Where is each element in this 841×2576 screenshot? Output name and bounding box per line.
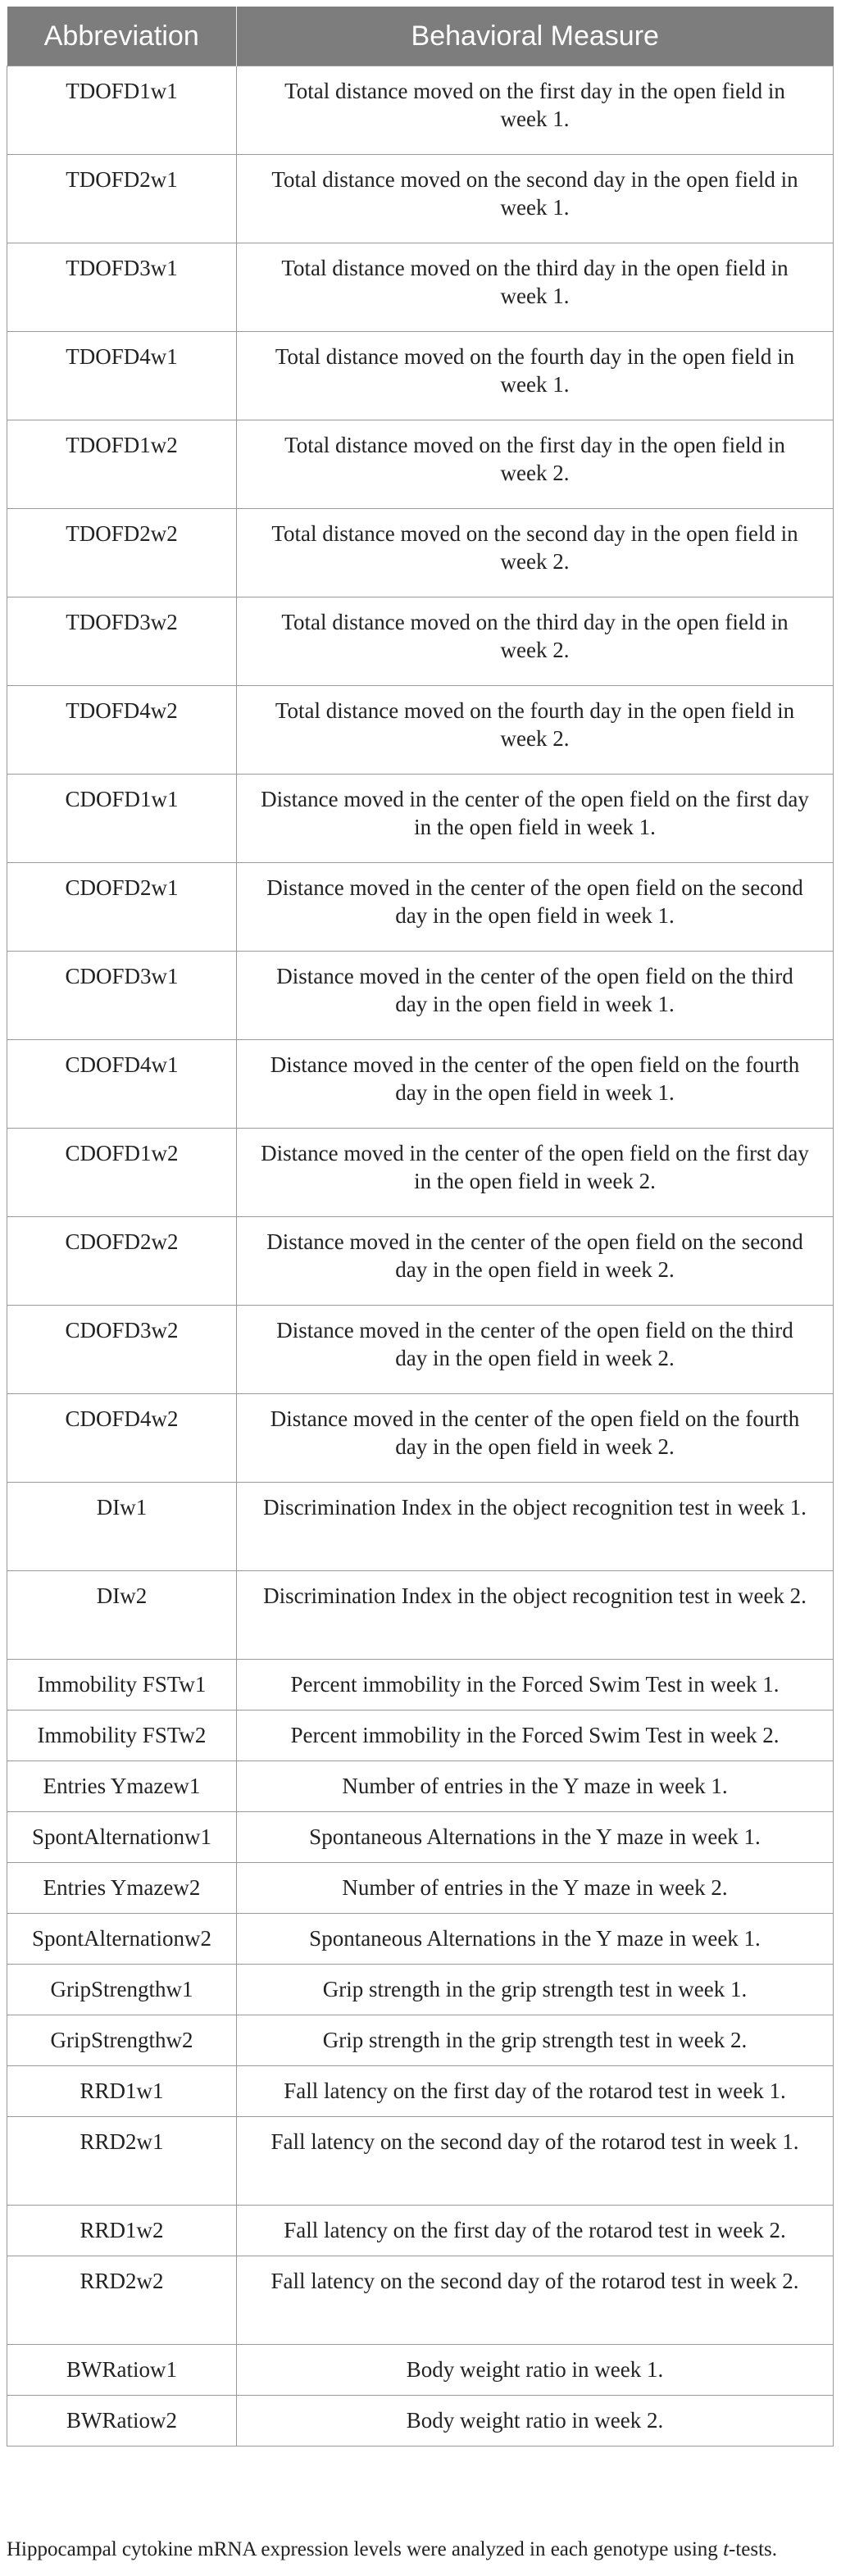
table-row: [7, 332, 834, 420]
abbreviation-cell: CDOFD2w2: [7, 1217, 237, 1306]
measure-cell: Total distance moved on the fourth day in the open field in week 1.: [237, 332, 834, 420]
table-row: [7, 952, 834, 1040]
measure-cell: Distance moved in the center of the open field on the fourth day in the open field in week 1.: [237, 1040, 834, 1129]
abbreviation-cell: TDOFD1w1: [7, 66, 237, 155]
table-row: [7, 2066, 834, 2117]
measure-cell: Percent immobility in the Forced Swim Test in week 2.: [237, 1711, 834, 1761]
header-row: [7, 7, 834, 66]
table-row: [7, 863, 834, 952]
abbreviation-cell: SpontAlternationw2: [7, 1914, 237, 1965]
measure-cell: Grip strength in the grip strength test in week 1.: [237, 1965, 834, 2015]
abbreviation-cell: DIw2: [7, 1571, 237, 1660]
measure-cell: Total distance moved on the third day in the open field in week 1.: [237, 243, 834, 332]
table-row: [7, 1711, 834, 1761]
table-row: [7, 2345, 834, 2396]
abbreviation-cell: DIw1: [7, 1483, 237, 1571]
measure-cell: Distance moved in the center of the open field on the third day in the open field in week 1.: [237, 952, 834, 1040]
table-row: [7, 1965, 834, 2015]
abbreviation-cell: TDOFD3w2: [7, 597, 237, 686]
measure-cell: Spontaneous Alternations in the Y maze in week 1.: [237, 1914, 834, 1965]
abbreviation-cell: TDOFD3w1: [7, 243, 237, 332]
abbreviation-cell: TDOFD4w2: [7, 686, 237, 775]
table-row: [7, 509, 834, 597]
measure-cell: Distance moved in the center of the open field on the first day in the open field in week 1.: [237, 775, 834, 863]
abbreviation-cell: BWRatiow1: [7, 2345, 237, 2396]
abbreviation-cell: CDOFD1w2: [7, 1129, 237, 1217]
table-row: [7, 155, 834, 243]
abbreviation-cell: RRD1w1: [7, 2066, 237, 2117]
table-row: [7, 1040, 834, 1129]
table-row: [7, 1660, 834, 1711]
header-behavioral-measure: Behavioral Measure: [237, 7, 834, 66]
table-header: [7, 7, 834, 66]
abbreviation-cell: TDOFD2w1: [7, 155, 237, 243]
measure-cell: Fall latency on the first day of the rotarod test in week 2.: [237, 2206, 834, 2256]
measure-cell: Fall latency on the second day of the rotarod test in week 2.: [237, 2256, 834, 2345]
footnote-text: Hippocampal cytokine mRNA expression levels were analyzed in each genotype using: [7, 2538, 724, 2560]
abbreviation-table: [7, 7, 834, 2447]
table-row: [7, 1761, 834, 1812]
header-abbreviation: Abbreviation: [7, 7, 237, 66]
table-row: [7, 1394, 834, 1483]
measure-cell: Total distance moved on the second day in the open field in week 1.: [237, 155, 834, 243]
footnote-text-end: -tests.: [729, 2538, 778, 2560]
table-row: [7, 1914, 834, 1965]
abbreviation-cell: Immobility FSTw1: [7, 1660, 237, 1711]
measure-cell: Distance moved in the center of the open field on the second day in the open field in week 2.: [237, 1217, 834, 1306]
footnote-italic: t: [723, 2538, 730, 2560]
table-row: [7, 1812, 834, 1863]
table-row: [7, 597, 834, 686]
table-row: [7, 1571, 834, 1660]
abbreviation-cell: CDOFD3w1: [7, 952, 237, 1040]
measure-cell: Discrimination Index in the object recognition test in week 1.: [237, 1483, 834, 1571]
table-body: [7, 66, 834, 2447]
table-row: [7, 66, 834, 155]
measure-cell: Total distance moved on the second day in the open field in week 2.: [237, 509, 834, 597]
abbreviation-cell: TDOFD2w2: [7, 509, 237, 597]
abbreviation-cell: CDOFD2w1: [7, 863, 237, 952]
table-row: [7, 775, 834, 863]
abbreviation-cell: CDOFD4w1: [7, 1040, 237, 1129]
measure-cell: Distance moved in the center of the open field on the first day in the open field in week 2.: [237, 1129, 834, 1217]
abbreviation-cell: Entries Ymazew2: [7, 1863, 237, 1914]
measure-cell: Total distance moved on the fourth day in the open field in week 2.: [237, 686, 834, 775]
abbreviation-cell: Immobility FSTw2: [7, 1711, 237, 1761]
measure-cell: Body weight ratio in week 2.: [237, 2396, 834, 2447]
measure-cell: Number of entries in the Y maze in week 2.: [237, 1863, 834, 1914]
table-row: [7, 1217, 834, 1306]
measure-cell: Distance moved in the center of the open field on the fourth day in the open field in week 2.: [237, 1394, 834, 1483]
measure-cell: Distance moved in the center of the open field on the third day in the open field in week 2.: [237, 1306, 834, 1394]
table-row: [7, 1863, 834, 1914]
table-row: [7, 2117, 834, 2206]
measure-cell: Body weight ratio in week 1.: [237, 2345, 834, 2396]
abbreviation-cell: TDOFD4w1: [7, 332, 237, 420]
abbreviation-cell: RRD2w1: [7, 2117, 237, 2206]
measure-cell: Total distance moved on the first day in the open field in week 2.: [237, 420, 834, 509]
measure-cell: Distance moved in the center of the open field on the second day in the open field in week 1.: [237, 863, 834, 952]
table-row: [7, 686, 834, 775]
measure-cell: Total distance moved on the third day in the open field in week 2.: [237, 597, 834, 686]
measure-cell: Discrimination Index in the object recognition test in week 2.: [237, 1571, 834, 1660]
table-row: [7, 243, 834, 332]
measure-cell: Number of entries in the Y maze in week 1.: [237, 1761, 834, 1812]
abbreviation-cell: BWRatiow2: [7, 2396, 237, 2447]
measure-cell: Total distance moved on the first day in the open field in week 1.: [237, 66, 834, 155]
table-row: [7, 1483, 834, 1571]
table-row: [7, 1129, 834, 1217]
measure-cell: Spontaneous Alternations in the Y maze in week 1.: [237, 1812, 834, 1863]
table-row: [7, 2206, 834, 2256]
abbreviation-cell: CDOFD4w2: [7, 1394, 237, 1483]
abbreviation-cell: GripStrengthw2: [7, 2015, 237, 2066]
measure-cell: Fall latency on the second day of the rotarod test in week 1.: [237, 2117, 834, 2206]
abbreviation-cell: TDOFD1w2: [7, 420, 237, 509]
table-row: [7, 2015, 834, 2066]
table-row: [7, 1306, 834, 1394]
measure-cell: Fall latency on the first day of the rotarod test in week 1.: [237, 2066, 834, 2117]
abbreviation-cell: GripStrengthw1: [7, 1965, 237, 2015]
abbreviation-cell: CDOFD3w2: [7, 1306, 237, 1394]
table-row: [7, 420, 834, 509]
table-row: [7, 2256, 834, 2345]
abbreviation-cell: RRD1w2: [7, 2206, 237, 2256]
table-row: [7, 2396, 834, 2447]
table-footnote: [7, 2536, 777, 2564]
measure-cell: Percent immobility in the Forced Swim Test in week 1.: [237, 1660, 834, 1711]
abbreviation-cell: RRD2w2: [7, 2256, 237, 2345]
measure-cell: Grip strength in the grip strength test in week 2.: [237, 2015, 834, 2066]
abbreviation-cell: CDOFD1w1: [7, 775, 237, 863]
abbreviation-cell: SpontAlternationw1: [7, 1812, 237, 1863]
abbreviation-cell: Entries Ymazew1: [7, 1761, 237, 1812]
